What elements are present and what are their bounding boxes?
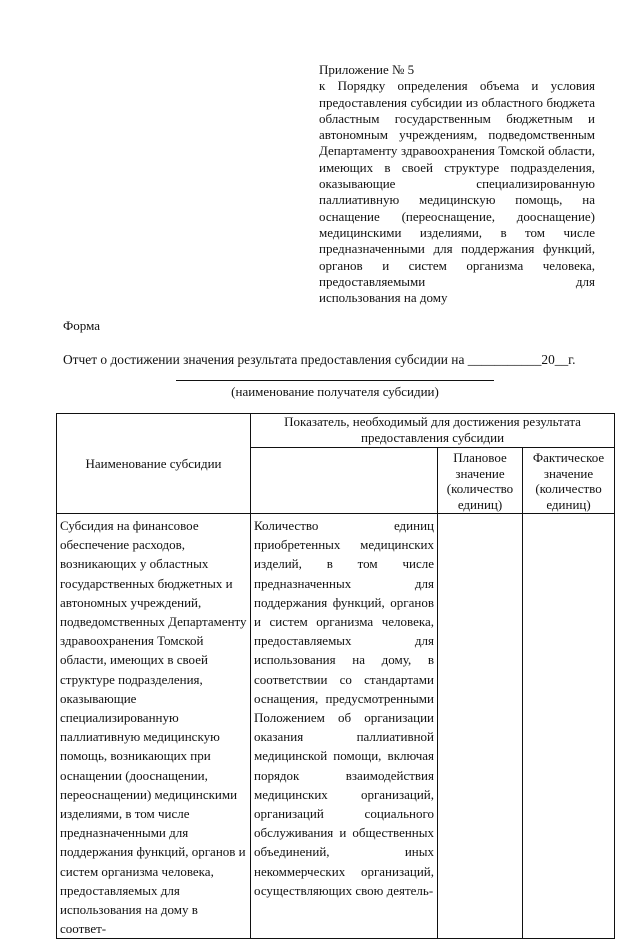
cell-actual-value	[523, 514, 615, 939]
cell-indicator: Количество единиц приобретенных медицинских изделий, в том числе предназначенных для поддержания функций, органов и систем организма человека, предоставляемых для использования на дому, в соответствии со стандартами оснащения, предусмотренными Положением об организации оказания паллиативной медицинской помощи, включая порядок взаимодействия медицинских организаций, организаций социального обслуживания и общественных объединений, иных некоммерческих организаций, осуществляющих свою деятель-	[251, 514, 438, 939]
appendix-title: Приложение № 5	[319, 62, 415, 77]
recipient-caption: (наименование получателя субсидии)	[231, 384, 439, 399]
appendix-body: к Порядку определения объема и условия предоставления субсидии из областного бюджета областным государственным бюджетным и автономным учреждениям, подведомственным Департаменту здравоохранения Томской области, имеющих в своей структуре подразделения, оказывающие специализированную паллиативную медицинскую помощь, на оснащение (переоснащение, дооснащение) медицинскими изделиями, в том числе предназначенными для поддержания функций, органов и систем организма человека, предоставляемыми для	[319, 78, 595, 289]
recipient-underline	[176, 380, 494, 381]
header-planned-value: Плановое значение (количество единиц)	[438, 448, 523, 514]
header-actual-value: Фактическое значение (количество единиц)	[523, 448, 615, 514]
header-indicator-name-blank	[251, 448, 438, 514]
appendix-last-line: использования на дому	[319, 290, 448, 306]
report-table	[56, 413, 615, 939]
appendix-note	[319, 62, 595, 306]
cell-subsidy-name: Субсидия на финансовое обеспечение расходов, возникающих у областных государственных бюджетных и автономных учреждений, подведомственных Департаменту здравоохранения Томской области, имеющих в своей структуре подразделения, оказывающие специализированную паллиативную медицинскую помощь, возникающих при оснащении (дооснащении, переоснащении) медицинскими изделиями, в том числе предназначенными для поддержания функций, органов и систем организма человека, предоставляемых для использования на дому в соответ-	[57, 514, 251, 939]
header-subsidy-name: Наименование субсидии	[57, 414, 251, 514]
report-title: Отчет о достижении значения результата предоставления субсидии на ___________20__г.	[63, 352, 576, 367]
cell-planned-value	[438, 514, 523, 939]
form-label: Форма	[63, 318, 100, 333]
header-indicator: Показатель, необходимый для достижения результата предоставления субсидии	[251, 414, 615, 448]
